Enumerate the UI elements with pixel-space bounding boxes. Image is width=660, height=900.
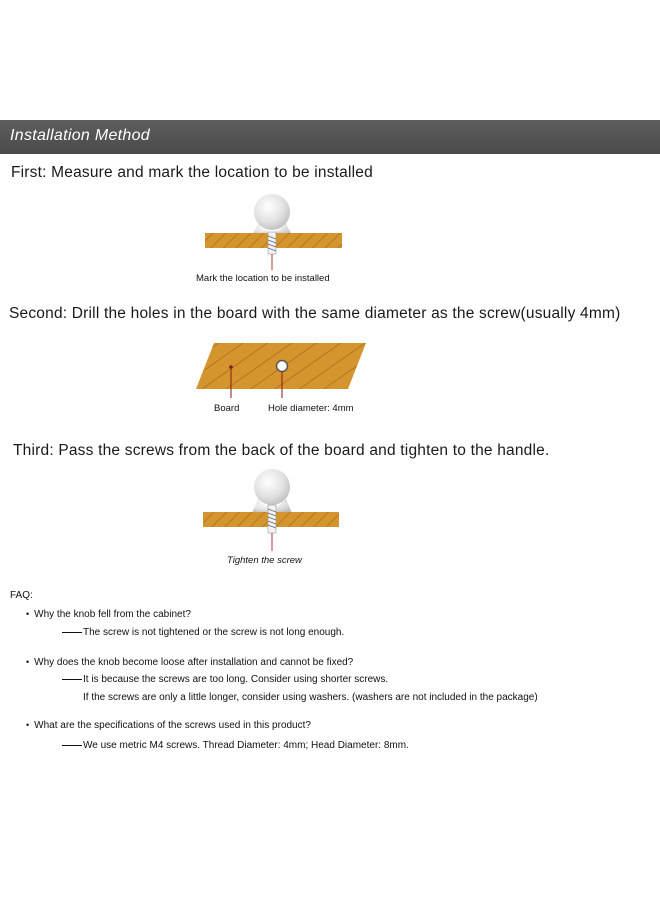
knob-head [254, 194, 290, 230]
step-3-title: Third: Pass the screws from the back of the board and tighten to the handle. [13, 442, 550, 459]
faq-question-2: • Why does the knob become loose after installation and cannot be fixed? [26, 657, 354, 668]
faq-answer-2-2: If the screws are only a little longer, consider using washers. (washers are not included in the package) [83, 692, 538, 703]
faq-answer-1-1: The screw is not tightened or the screw is not long enough. [62, 627, 344, 638]
dash-icon [62, 745, 82, 746]
step-3-caption: Tighten the screw [227, 555, 302, 566]
bullet-icon: • [26, 657, 30, 667]
hole-diameter-caption: Hole diameter: 4mm [268, 403, 354, 414]
step-1-title: First: Measure and mark the location to be installed [11, 164, 373, 181]
knob-diagram-3 [203, 469, 339, 551]
drill-hole [277, 361, 288, 372]
step-1-caption: Mark the location to be installed [196, 273, 330, 284]
knob-diagram-1 [205, 194, 342, 270]
header-title: Installation Method [10, 127, 151, 144]
step-2-title: Second: Drill the holes in the board with the same diameter as the screw(usually 4mm) [9, 305, 621, 322]
dash-icon [62, 679, 82, 680]
knob-head [254, 469, 290, 505]
board-drill-diagram [196, 343, 366, 398]
faq-answer-3-1: We use metric M4 screws. Thread Diameter: 4mm; Head Diameter: 8mm. [62, 740, 409, 751]
faq-label: FAQ: [10, 590, 33, 601]
faq-question-3: • What are the specifications of the screws used in this product? [26, 720, 311, 731]
dash-icon [62, 632, 82, 633]
board-caption: Board [214, 403, 240, 414]
faq-answer-2-1: It is because the screws are too long. Consider using shorter screws. [62, 674, 388, 685]
faq-question-1: • Why the knob fell from the cabinet? [26, 609, 191, 620]
bullet-icon: • [26, 609, 30, 619]
bullet-icon: • [26, 720, 30, 730]
